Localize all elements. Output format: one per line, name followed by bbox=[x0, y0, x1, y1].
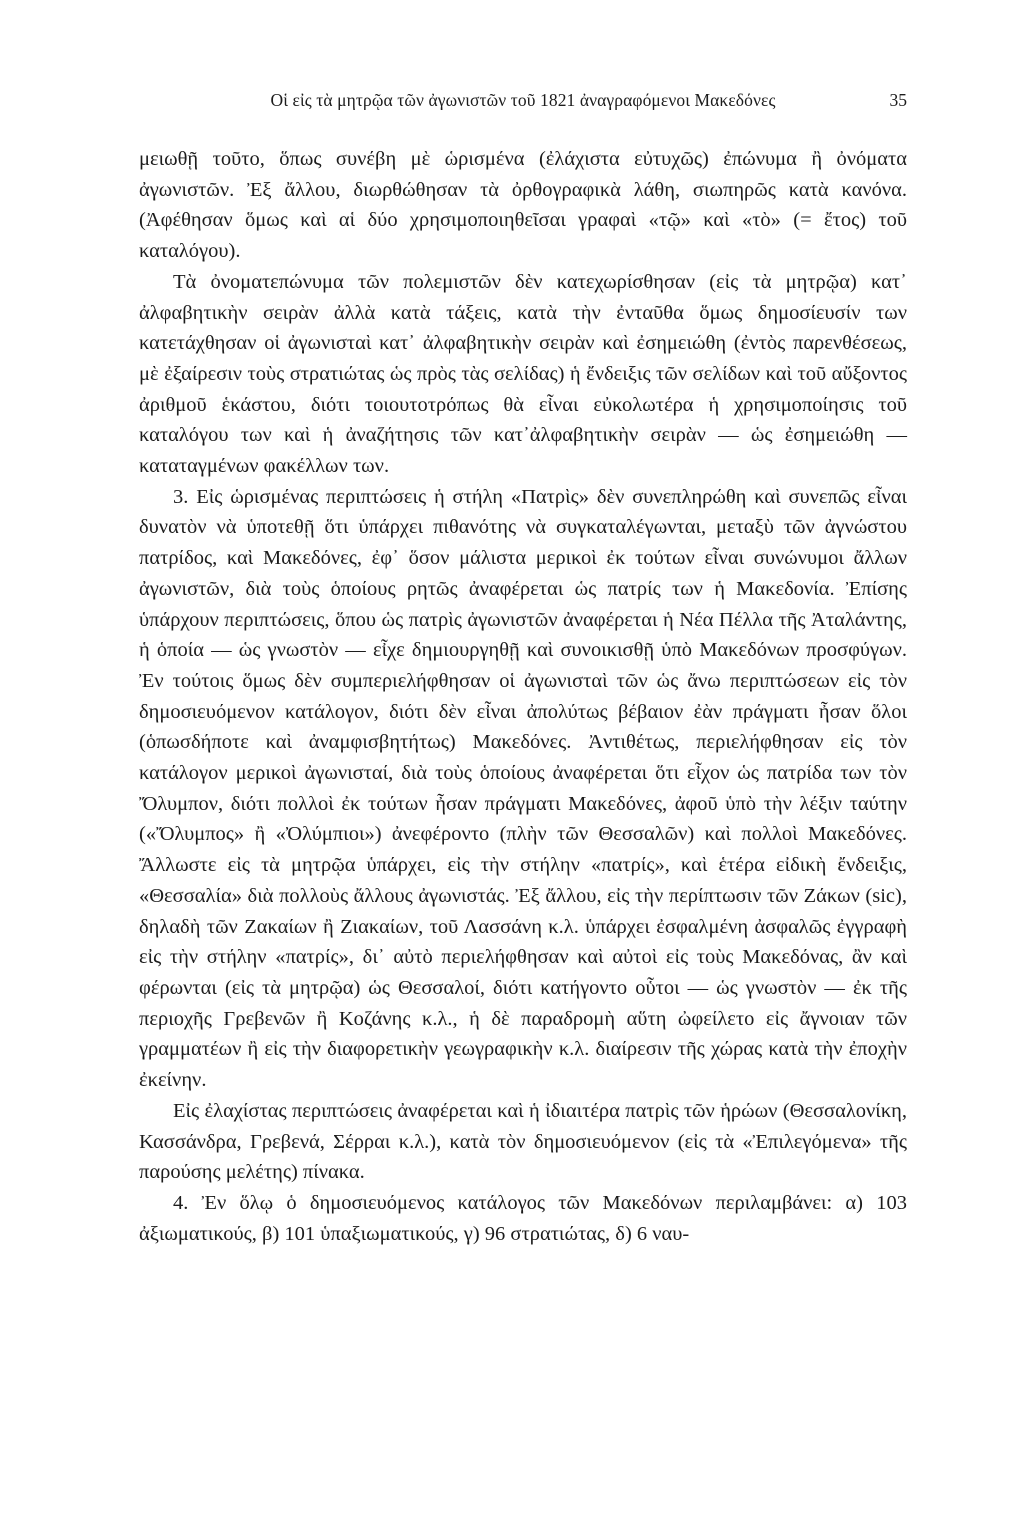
paragraph-continued: μειωθῇ τοῦτο, ὅπως συνέβη μὲ ὡρισμένα (ἐλάχιστα εὐτυχῶς) ἐπώνυμα ἢ ὀνόματα ἀγωνιστῶν. Ἐξ ἄλλου, διωρθώθησαν τὰ ὀρθογραφικὰ λάθη, σιωπηρῶς κατὰ κανόνα. (Ἀφέθησαν ὅμως καὶ αἱ δύο χρησιμοποιηθεῖσαι γραφαὶ «τῷ» καὶ «τὸ» (= ἔτος) τοῦ καταλόγου). bbox=[139, 148, 907, 263]
running-title: Οἱ εἰς τὰ μητρῷα τῶν ἀγωνιστῶν τοῦ 1821 ἀναγραφόμενοι Μακεδόνες bbox=[270, 90, 776, 110]
running-header bbox=[139, 88, 907, 112]
paragraph-section-4: 4. Ἐν ὅλῳ ὁ δημοσιευόμενος κατάλογος τῶν Μακεδόνων περιλαμβάνει: α) 103 ἀξιωματικούς, β) 101 ὑπαξιωματικούς, γ) 96 στρατιώτας, δ) 6 ναυ- bbox=[139, 1191, 907, 1245]
paragraph-section-3: 3. Εἰς ὡρισμένας περιπτώσεις ἡ στήλη «Πατρὶς» δὲν συνεπληρώθη καὶ συνεπῶς εἶναι δυνατὸν νὰ ὑποτεθῇ ὅτι ὑπάρχει πιθανότης νὰ συγκαταλέγωνται, μεταξὺ τῶν ἀγνώστου πατρίδος, καὶ Μακεδόνες, ἐφ᾽ ὅσον μάλιστα μερικοὶ ἐκ τούτων εἶναι συνώνυμοι ἄλλων ἀγωνιστῶν, διὰ τοὺς ὁποίους ρητῶς ἀναφέρεται ὡς πατρίς των ἡ Μακεδονία. Ἐπίσης ὑπάρχουν περιπτώσεις, ὅπου ὡς πατρὶς ἀγωνιστῶν ἀναφέρεται ἡ Νέα Πέλλα τῆς Ἀταλάντης, ἡ ὁποία — ὡς γνωστὸν — εἶχε δημιουργηθῇ καὶ συνοικισθῇ ὑπὸ Μακεδόνων προσφύγων. Ἐν τούτοις ὅμως δὲν συμπεριελήφθησαν οἱ ἀγωνισταὶ τῶν ὡς ἄνω περιπτώσεων εἰς τὸν δημοσιευόμενον κατάλογον, διότι δὲν εἶναι ἀπολύτως βέβαιον ἐὰν πράγματι ἦσαν ὅλοι (ὁπωσδήποτε καὶ ἀναμφισβητήτως) Μακεδόνες. Ἀντιθέτως, περιελήφθησαν εἰς τὸν κατάλογον μερικοὶ ἀγωνισταί, διὰ τοὺς ὁποίους ἀναφέρεται ὅτι εἶχον ὡς πατρίδα των τὸν Ὄλυμπον, διότι πολλοὶ ἐκ τούτων ἦσαν πράγματι Μακεδόνες, ἀφοῦ ὑπὸ τὴν λέξιν ταύτην («Ὄλυμπος» ἢ «Ὀλύμπιοι») ἀνεφέροντο (πλὴν τῶν Θεσσαλῶν) καὶ πολλοὶ Μακεδόνες. Ἄλλωστε εἰς τὰ μητρῷα ὑπάρχει, εἰς τὴν στήλην «πατρίς», καὶ ἑτέρα εἰδικὴ ἔνδειξις, «Θεσσαλία» διὰ πολλοὺς ἄλλους ἀγωνιστάς. Ἐξ ἄλλου, εἰς τὴν περίπτωσιν τῶν Ζάκων (sic), δηλαδὴ τῶν Ζακαίων ἢ Ζιακαίων, τοῦ Λασσάνη κ.λ. ὑπάρχει ἐσφαλμένη ἀσφαλῶς ἐγγραφὴ εἰς τὴν στήλην «πατρίς», δι᾽ αὐτὸ περιελήφθησαν καὶ αὐτοὶ εἰς τοὺς Μακεδόνας, ἂν καὶ φέρωνται (εἰς τὰ μητρῷα) ὡς Θεσσαλοί, διότι κατήγοντο οὗτοι — ὡς γνωστὸν — ἐκ τῆς περιοχῆς Γρεβενῶν ἢ Κοζάνης κ.λ., ἡ δὲ παραδρομὴ αὕτη ὠφείλετο εἰς ἄγνοιαν τῶν γραμματέων ἢ εἰς τὴν διαφορετικὴν γεωγραφικὴν κ.λ. διαίρεσιν τῆς χώρας κατὰ τὴν ἐποχὴν ἐκείνην. bbox=[139, 485, 907, 1092]
page-number: 35 bbox=[889, 90, 907, 110]
body-text bbox=[139, 144, 907, 1249]
paragraph-name-ordering: Τὰ ὀνοματεπώνυμα τῶν πολεμιστῶν δὲν κατεχωρίσθησαν (εἰς τὰ μητρῷα) κατ᾽ ἀλφαβητικὴν σειρὰν ἀλλὰ κατὰ τάξεις, κατὰ τὴν ἐνταῦθα ὅμως δημοσίευσίν των κατετάχθησαν οἱ ἀγωνισταὶ κατ᾽ ἀλφαβητικὴν σειρὰν καὶ ἐσημειώθη (ἐντὸς παρενθέσεως, μὲ ἐξαίρεσιν τοὺς στρατιώτας ὡς πρὸς τὰς σελίδας) ἡ ἔνδειξις τῶν σελίδων καὶ τοῦ αὔξοντος ἀριθμοῦ ἑκάστου, διότι τοιουτοτρόπως θὰ εἶναι εὐκολωτέρα ἡ χρησιμοποίησις τοῦ καταλόγου των καὶ ἡ ἀναζήτησις τῶν κατ᾽ἀλφαβητικὴν σειρὰν — ὡς ἐσημειώθη — καταταγμένων φακέλλων των. bbox=[139, 270, 907, 478]
paragraph-birthplaces: Εἰς ἐλαχίστας περιπτώσεις ἀναφέρεται καὶ ἡ ἰδιαιτέρα πατρὶς τῶν ἡρώων (Θεσσαλονίκη, Κασσάνδρα, Γρεβενά, Σέρραι κ.λ.), κατὰ τὸν δημοσιευόμενον (εἰς τὰ «Ἐπιλεγόμενα» τῆς παρούσης μελέτης) πίνακα. bbox=[139, 1099, 907, 1184]
page-content bbox=[139, 88, 907, 1249]
